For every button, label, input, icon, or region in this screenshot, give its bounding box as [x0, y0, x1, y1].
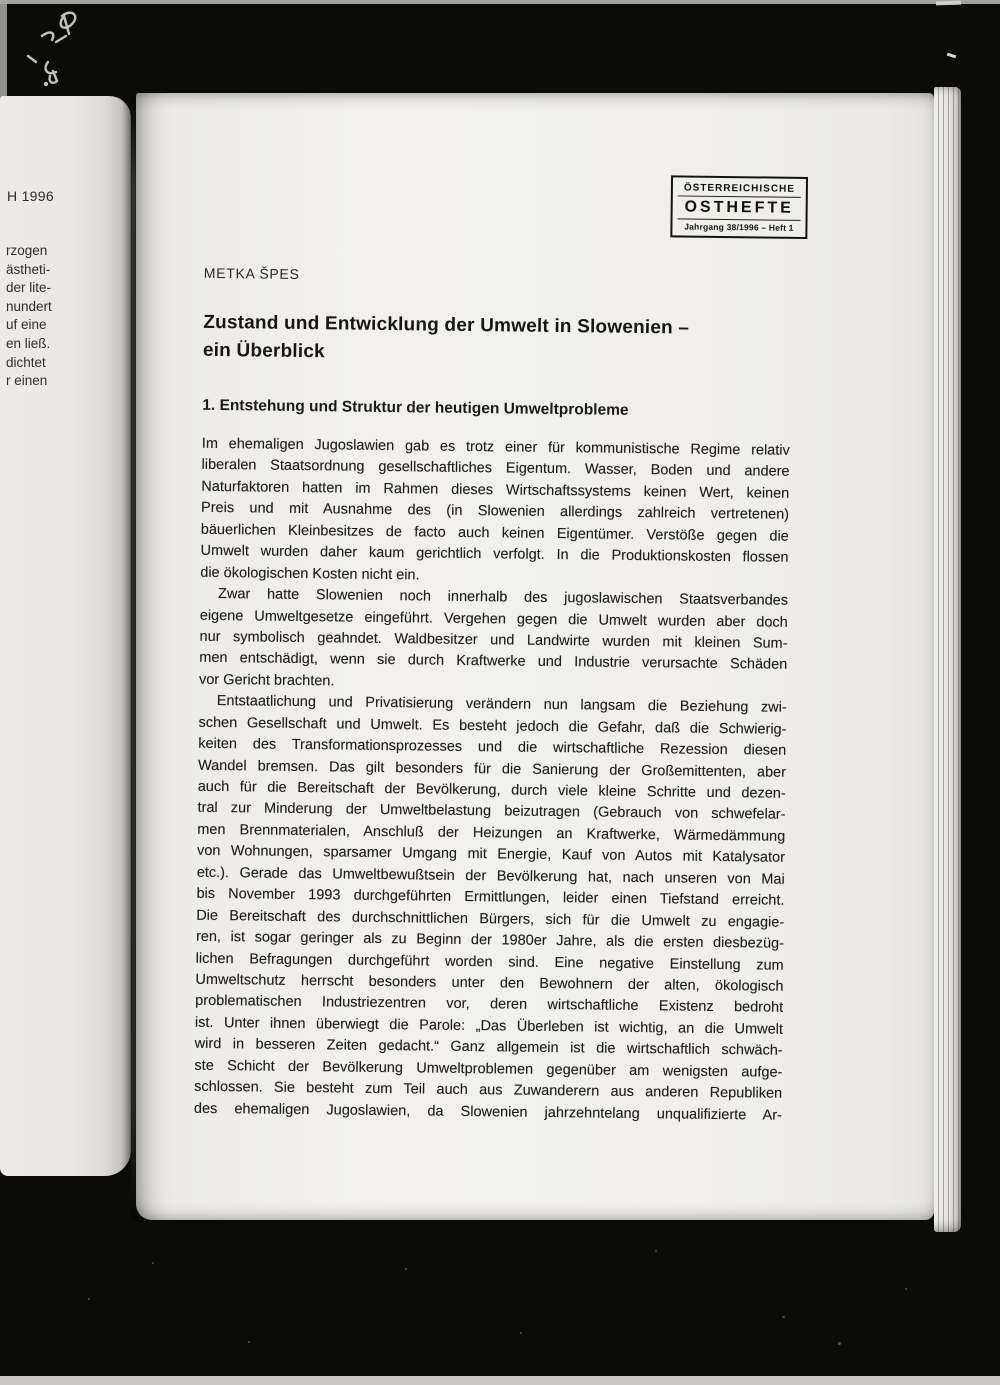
- facing-page-running-head: H 1996: [7, 188, 54, 204]
- body-line: tral zur Minderung der Umweltbelastung beizutragen (Gebrauch von schwefelar-: [197, 800, 786, 824]
- stamp-rule-top: [678, 195, 801, 197]
- body-line: Wandel bremsen. Das gilt besonders für die Sanierung der Großemittenten, aber: [197, 757, 787, 781]
- body-line: ren, ist sogar geringer als zu Beginn der 1980er Jahre, als die ersten diesbezüg-: [195, 928, 785, 952]
- journal-stamp: [670, 175, 808, 239]
- body-line: von Wohnungen, sparsamer Umgang mit Energie, Kauf von Autos mit Katalysator: [196, 843, 786, 867]
- body-line: wird in besseren Zeiten gedacht.“ Ganz allgemein ist die wirtschaftlich schwäch-: [194, 1036, 783, 1059]
- body-line: ste Schicht der Bevölkerung Umweltproblemen gegenüber am wenigsten aufge-: [194, 1057, 783, 1081]
- stamp-issue-info: Jahrgang 38/1996 – Heft 1: [684, 221, 794, 233]
- scanner-edge-bottom: [0, 1376, 1000, 1385]
- facing-page-text-fragment: dichtet: [6, 354, 46, 370]
- article-author: METKA ŠPES: [203, 264, 300, 282]
- article-title-line2: ein Überblick: [202, 339, 325, 362]
- article-body: [194, 434, 790, 1127]
- facing-page-text-fragment: ästheti-: [6, 261, 51, 277]
- body-line: auch für die Bereitschaft der Bevölkerung, durch viele kleine Schritte und dezen-: [197, 778, 786, 802]
- body-line: men entschädigt, wenn sie durch Kraftwerke und Industrie verursachte Schäden: [199, 650, 788, 674]
- facing-page-text-fragment: nundert: [6, 298, 52, 314]
- body-line: nur symbolisch geahndet. Waldbesitzer und Landwirte wurden mit kleinen Sum-: [199, 628, 788, 652]
- scanner-edge-left: [0, 0, 7, 98]
- facing-page-text-fragment: en ließ.: [6, 335, 51, 351]
- body-line: keiten des Transformationsprozesses und die wirtschaftliche Rezession diesen: [198, 735, 787, 759]
- stamp-journal-name: ÖSTERREICHISCHE: [683, 182, 796, 195]
- body-line: liberalen Staatsordnung gesellschaftliches Eigentum. Wasser, Boden und andere: [201, 457, 790, 481]
- body-line: etc.). Gerade das Umweltbewußtsein der Bevölkerung hat, nach unseren von Mai: [196, 864, 785, 888]
- body-line: vor Gericht brachten.: [198, 671, 335, 690]
- body-line: schlossen. Sie besteht zum Teil auch aus Zuwanderern aus anderen Republiken: [194, 1078, 783, 1102]
- body-line: bäuerlichen Kleinbesitzes de facto auch keinen Eigentümer. Verstöße gegen die: [200, 521, 789, 545]
- scan-artifact-dash: [947, 53, 956, 59]
- main-page: [136, 93, 934, 1220]
- body-line: Im ehemaligen Jugoslawien gab es trotz einer für kommunistische Regime relativ: [201, 435, 790, 459]
- facing-page-text-fragment: uf eine: [6, 317, 47, 333]
- body-line: Entstaatlichung und Privatisierung verändern nun langsam die Beziehung zwi-: [216, 693, 787, 717]
- handwritten-scribble-icon: [12, 4, 112, 94]
- body-line: lichen Befragungen durchgeführt worden sind. Eine negative Einstellung zum: [195, 950, 784, 974]
- facing-page-text-fragment: rzogen: [6, 243, 48, 258]
- body-line: Die Bereitschaft des durchschnittlichen Bürgers, sich für die Umwelt zu engagie-: [196, 907, 785, 931]
- section-heading: 1. Entstehung und Struktur der heutigen Umweltprobleme: [202, 396, 629, 419]
- article-title: [203, 309, 690, 370]
- facing-page-text-fragment: der lite-: [6, 280, 52, 296]
- article-title-line1: Zustand und Entwicklung der Umwelt in Slowenien –: [203, 311, 690, 339]
- scanner-edge-top: [0, 0, 1000, 4]
- body-line: des ehemaligen Jugoslawien, da Slowenien jahrzehntelang unqualifizierte Ar-: [193, 1100, 783, 1124]
- body-line: bis November 1993 durchgeführten Ermittlungen, leider einen Tiefstand erreicht.: [196, 885, 785, 909]
- body-line: Umweltschutz herrscht besonders unter den Bewohnern der alten, ökologisch: [195, 971, 784, 995]
- body-line: eigene Umweltgesetze eingeführt. Vergehen gegen die Umwelt wurden aber doch: [199, 607, 788, 631]
- facing-page-text-fragments: [6, 242, 52, 391]
- scan-artifact-dash: [936, 1, 961, 6]
- body-line: men Brennmaterialen, Anschluß der Heizungen an Kraftwerke, Wärmedämmung: [197, 821, 786, 845]
- body-line: problematischen Industriezentren vor, deren wirtschaftliche Existenz bedroht: [195, 993, 784, 1017]
- facing-page-text-fragment: r einen: [6, 373, 48, 389]
- body-line: die ökologischen Kosten nicht ein.: [200, 564, 420, 584]
- stamp-journal-title: OSTHEFTE: [684, 198, 794, 217]
- body-line: Preis und mit Ausnahme des (in Slowenien allerdings zahlreich vertretenen): [200, 500, 790, 524]
- body-line: Zwar hatte Slowenien noch innerhalb des jugoslawischen Staatsverbandes: [217, 586, 789, 609]
- body-line: Naturfaktoren hatten im Rahmen dieses Wirtschaftssystems keinen Wert, keinen: [201, 478, 790, 502]
- body-line: ist. Unter ihnen überwiegt die Parole: „Das Überleben ist wichtig, an die Umwelt: [194, 1014, 784, 1038]
- body-line: schen Gesellschaft und Umwelt. Es besteht jedoch die Gefahr, daß die Schwierig-: [198, 714, 787, 738]
- facing-page: [0, 96, 131, 1176]
- stamp-rule-bottom: [678, 218, 801, 220]
- page-fore-edge: [934, 87, 961, 1232]
- body-line: Umwelt wurden daher kaum gerichtlich verfolgt. In die Produktionskosten flossen: [200, 542, 789, 566]
- page-content: [123, 93, 934, 1229]
